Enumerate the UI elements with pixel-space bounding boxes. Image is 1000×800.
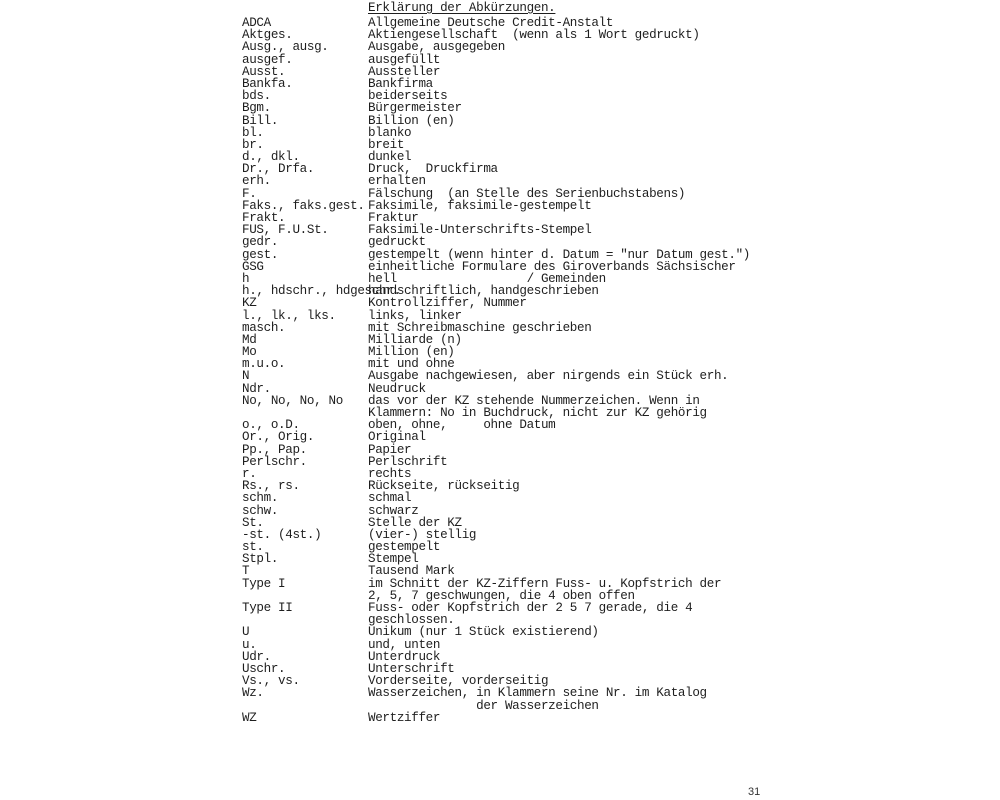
definition: Perlschrift bbox=[368, 454, 448, 469]
definition: Bankfirma bbox=[368, 76, 433, 91]
abbreviation: Vs., vs. bbox=[242, 674, 300, 689]
definition: mit Schreibmaschine geschrieben bbox=[368, 320, 592, 335]
abbreviation: Stpl. bbox=[242, 552, 279, 567]
list-item bbox=[0, 431, 1000, 443]
abbreviation: Type I bbox=[242, 576, 286, 591]
definition: im Schnitt der KZ-Ziffern Fuss- u. Kopfstrich der bbox=[368, 576, 722, 591]
list-item bbox=[0, 310, 1000, 322]
definition: Unikum (nur 1 Stück existierend) bbox=[368, 625, 599, 640]
list-item bbox=[0, 175, 1000, 187]
definition: rechts bbox=[368, 466, 412, 481]
definition: schwarz bbox=[368, 503, 419, 518]
abbreviation: U bbox=[242, 625, 250, 640]
definition: Papier bbox=[368, 442, 412, 457]
definition: einheitliche Formulare des Giroverbands Sächsischer bbox=[368, 259, 736, 274]
abbreviation: masch. bbox=[242, 320, 286, 335]
list-item bbox=[0, 419, 1000, 431]
list-item bbox=[0, 66, 1000, 78]
definition: Kontrollziffer, Nummer bbox=[368, 296, 527, 311]
list-item bbox=[0, 334, 1000, 346]
definition: Druck, Druckfirma bbox=[368, 162, 498, 177]
list-item bbox=[0, 517, 1000, 529]
abbreviation: Ndr. bbox=[242, 381, 271, 396]
list-item bbox=[0, 480, 1000, 492]
list-item bbox=[0, 712, 1000, 724]
definition: Faksimile, faksimile-gestempelt bbox=[368, 198, 592, 213]
definition: geschlossen. bbox=[368, 613, 455, 628]
abbreviation: T bbox=[242, 564, 250, 579]
abbreviation: St. bbox=[242, 515, 264, 530]
abbreviation: Ausst. bbox=[242, 64, 286, 79]
definition: links, linker bbox=[368, 308, 462, 323]
list-item bbox=[0, 578, 1000, 590]
abbreviation: Ausg., ausg. bbox=[242, 40, 329, 55]
list-item bbox=[0, 102, 1000, 114]
list-item bbox=[0, 687, 1000, 699]
abbreviation: bds. bbox=[242, 89, 271, 104]
definition: mit und ohne bbox=[368, 357, 455, 372]
abbreviation: Bgm. bbox=[242, 101, 271, 116]
abbreviation: Udr. bbox=[242, 649, 271, 664]
abbreviation: st. bbox=[242, 540, 264, 555]
list-item bbox=[0, 626, 1000, 638]
list-item bbox=[0, 41, 1000, 53]
definition: Rückseite, rückseitig bbox=[368, 479, 520, 494]
abbreviation: bl. bbox=[242, 125, 264, 140]
abbreviation: Bankfa. bbox=[242, 76, 293, 91]
abbreviation: schw. bbox=[242, 503, 279, 518]
list-item bbox=[0, 492, 1000, 504]
abbreviation: Perlschr. bbox=[242, 454, 307, 469]
definition: Klammern: No in Buchdruck, nicht zur KZ gehörig bbox=[368, 406, 707, 420]
list-item bbox=[0, 188, 1000, 200]
definition: Wasserzeichen, in Klammern seine Nr. im Katalog bbox=[368, 686, 707, 701]
definition: Ausgabe nachgewiesen, aber nirgends ein Stück erh. bbox=[368, 369, 729, 384]
list-item bbox=[0, 346, 1000, 358]
definition: Unterschrift bbox=[368, 661, 455, 676]
definition: gestempelt (wenn hinter d. Datum = "nur Datum gest.") bbox=[368, 247, 750, 262]
definition: Unterdruck bbox=[368, 649, 441, 664]
abbreviation: FUS, F.U.St. bbox=[242, 223, 329, 238]
list-item bbox=[0, 139, 1000, 151]
abbreviation: N bbox=[242, 369, 250, 384]
list-item bbox=[0, 565, 1000, 577]
list-item bbox=[0, 383, 1000, 395]
list-item bbox=[0, 553, 1000, 565]
definition: Faksimile-Unterschrifts-Stempel bbox=[368, 223, 592, 238]
definition: blanko bbox=[368, 125, 412, 140]
abbreviation: l., lk., lks. bbox=[242, 308, 336, 323]
abbreviation: F. bbox=[242, 186, 257, 201]
definition: Wertziffer bbox=[368, 710, 441, 725]
list-item bbox=[0, 163, 1000, 175]
abbreviation: Pp., Pap. bbox=[242, 442, 307, 457]
list-item bbox=[0, 529, 1000, 541]
definition: Bürgermeister bbox=[368, 101, 462, 116]
list-item bbox=[0, 54, 1000, 66]
definition: oben, ohne, ohne Datum bbox=[368, 418, 556, 433]
abbreviation: gest. bbox=[242, 247, 279, 262]
definition: Stelle der KZ bbox=[368, 515, 462, 530]
abbreviation: Mo bbox=[242, 345, 257, 360]
abbreviation: Or., Orig. bbox=[242, 430, 315, 445]
page-title: Erklärung der Abkürzungen. bbox=[368, 1, 556, 15]
list-item bbox=[0, 700, 1000, 712]
definition: beiderseits bbox=[368, 89, 448, 104]
abbreviation: Type II bbox=[242, 601, 293, 615]
definition: Million (en) bbox=[368, 345, 455, 360]
definition: der Wasserzeichen bbox=[368, 698, 599, 713]
definition: Aktiengesellschaft (wenn als 1 Wort gedruckt) bbox=[368, 28, 700, 43]
page-number: 31 bbox=[748, 786, 761, 798]
abbreviation: ADCA bbox=[242, 16, 271, 30]
definition: schmal bbox=[368, 491, 412, 506]
abbreviation: br. bbox=[242, 137, 264, 152]
definition: dunkel bbox=[368, 150, 412, 165]
list-item bbox=[0, 370, 1000, 382]
list-item bbox=[0, 505, 1000, 517]
definition: Fuss- oder Kopfstrich der 2 5 7 gerade, die 4 bbox=[368, 601, 693, 615]
abbreviation: Dr., Drfa. bbox=[242, 162, 315, 177]
abbreviation: o., o.D. bbox=[242, 418, 300, 433]
list-item bbox=[0, 639, 1000, 651]
list-item bbox=[0, 78, 1000, 90]
definition: gestempelt bbox=[368, 540, 441, 555]
abbreviation: KZ bbox=[242, 296, 257, 311]
abbreviation: Wz. bbox=[242, 686, 264, 701]
abbreviation: Faks., faks.gest. bbox=[242, 198, 365, 213]
definition: Tausend Mark bbox=[368, 564, 455, 579]
list-item bbox=[0, 127, 1000, 139]
list-item bbox=[0, 151, 1000, 163]
definition: Milliarde (n) bbox=[368, 332, 462, 347]
abbreviation: No, No, No, No bbox=[242, 393, 343, 408]
definition: Neudruck bbox=[368, 381, 426, 396]
definition: das vor der KZ stehende Nummerzeichen. Wenn in bbox=[368, 393, 700, 408]
list-item bbox=[0, 249, 1000, 261]
definition: ausgefüllt bbox=[368, 52, 441, 67]
definition: gedruckt bbox=[368, 235, 426, 250]
abbreviation: gedr. bbox=[242, 235, 279, 250]
abbreviation: ausgef. bbox=[242, 52, 293, 67]
definition: erhalten bbox=[368, 174, 426, 189]
abbreviation: Md bbox=[242, 332, 257, 347]
abbreviation: erh. bbox=[242, 174, 271, 189]
abbreviation: Uschr. bbox=[242, 661, 286, 676]
list-item bbox=[0, 200, 1000, 212]
definition: Ausgabe, ausgegeben bbox=[368, 40, 505, 55]
abbreviation: Bill. bbox=[242, 113, 279, 128]
list-item bbox=[0, 541, 1000, 553]
definition: Stempel bbox=[368, 552, 419, 567]
definition: und, unten bbox=[368, 637, 441, 652]
abbreviation: h bbox=[242, 271, 250, 286]
definition: 2, 5, 7 geschwungen, die 4 oben offen bbox=[368, 588, 635, 603]
definition: Billion (en) bbox=[368, 113, 455, 128]
definition: Vorderseite, vorderseitig bbox=[368, 674, 549, 689]
list-item bbox=[0, 115, 1000, 127]
list-item bbox=[0, 322, 1000, 334]
abbreviation-list bbox=[0, 17, 1000, 724]
definition: hell / Gemeinden bbox=[368, 271, 606, 286]
list-item bbox=[0, 224, 1000, 236]
abbreviation: Frakt. bbox=[242, 211, 286, 225]
abbreviation: u. bbox=[242, 637, 257, 652]
list-item bbox=[0, 602, 1000, 614]
definition: handschriftlich, handgeschrieben bbox=[368, 284, 599, 299]
list-item bbox=[0, 90, 1000, 102]
abbreviation: d., dkl. bbox=[242, 150, 300, 165]
definition: Fälschung (an Stelle des Serienbuchstabens) bbox=[368, 186, 686, 201]
list-item bbox=[0, 236, 1000, 248]
definition: breit bbox=[368, 137, 405, 152]
definition: Original bbox=[368, 430, 426, 445]
abbreviation: -st. (4st.) bbox=[242, 527, 322, 542]
list-item bbox=[0, 444, 1000, 456]
abbreviation: Rs., rs. bbox=[242, 479, 300, 494]
list-item bbox=[0, 456, 1000, 468]
definition: (vier-) stellig bbox=[368, 527, 477, 542]
abbreviation: r. bbox=[242, 466, 257, 481]
abbreviation: WZ bbox=[242, 710, 257, 725]
definition: Fraktur bbox=[368, 211, 419, 225]
definition: Aussteller bbox=[368, 64, 441, 79]
abbreviation: Aktges. bbox=[242, 28, 293, 43]
abbreviation: schm. bbox=[242, 491, 279, 506]
abbreviation: GSG bbox=[242, 259, 264, 274]
abbreviation: m.u.o. bbox=[242, 357, 286, 372]
list-item bbox=[0, 297, 1000, 309]
abbreviation: h., hdschr., hdgeschr. bbox=[242, 284, 401, 299]
definition: Allgemeine Deutsche Credit-Anstalt bbox=[368, 16, 614, 30]
list-item bbox=[0, 651, 1000, 663]
